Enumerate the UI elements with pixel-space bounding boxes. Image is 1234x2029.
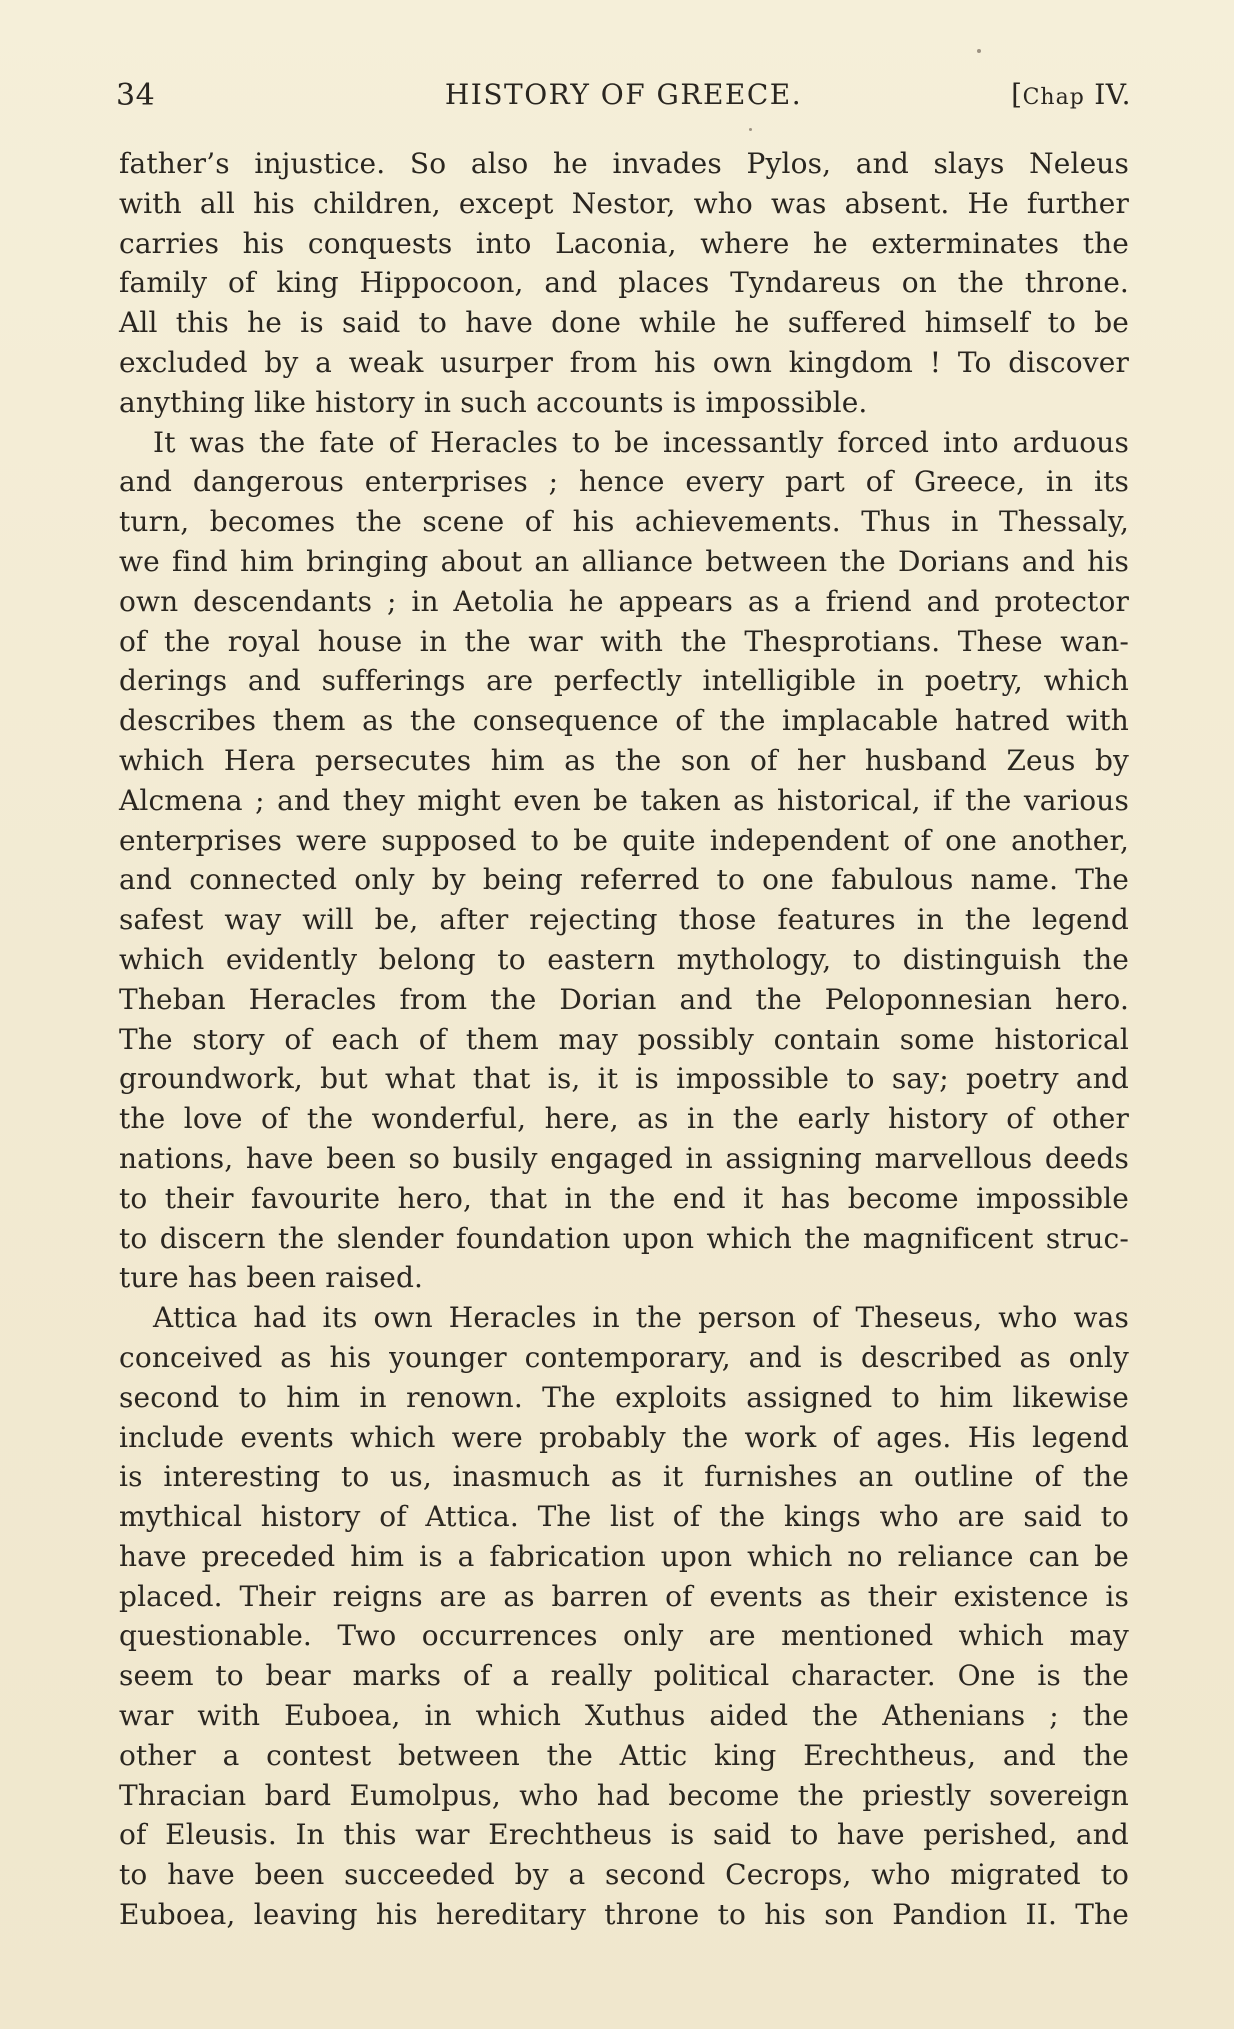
text-line: the love of the wonderful, here, as in the early history of other	[119, 1102, 1129, 1136]
text-line: Alcmena ; and they might even be taken as historical, if the various	[119, 783, 1129, 817]
text-line: Euboea, leaving his hereditary throne to his son Pandion II. The	[119, 1898, 1129, 1932]
text-line: questionable. Two occurrences only are mentioned which may	[119, 1619, 1129, 1653]
text-line: nations, have been so busily engaged in assigning marvellous deeds	[119, 1141, 1129, 1175]
text-line: and connected only by being referred to one fabulous name. The	[119, 863, 1129, 897]
text-line: to discern the slender foundation upon which the magnificent struc-	[119, 1221, 1129, 1255]
running-title: HISTORY OF GREECE.	[444, 78, 803, 111]
chapter-reference	[1011, 78, 1131, 111]
text-line: turn, becomes the scene of his achievements. Thus in Thessaly,	[119, 505, 1129, 539]
text-line: to their favourite hero, that in the end it has become impossible	[119, 1181, 1129, 1215]
text-line: anything like history in such accounts is impossible.	[119, 385, 868, 419]
text-line: mythical history of Attica. The list of the kings who are said to	[119, 1500, 1129, 1534]
text-line: second to him in renown. The exploits assigned to him likewise	[119, 1380, 1129, 1414]
text-line: which Hera persecutes him as the son of her husband Zeus by	[119, 743, 1129, 777]
text-line: which evidently belong to eastern mythology, to distinguish the	[119, 942, 1129, 976]
text-line: Thracian bard Eumolpus, who had become the priestly sovereign	[119, 1778, 1129, 1812]
text-line: family of king Hippocoon, and places Tyndareus on the throne.	[119, 266, 1129, 300]
text-line: other a contest between the Attic king Erechtheus, and the	[119, 1738, 1129, 1772]
text-line: groundwork, but what that is, it is impossible to say; poetry and	[119, 1062, 1129, 1096]
text-line: seem to bear marks of a really political character. One is the	[119, 1659, 1129, 1693]
text-line: include events which were probably the work of ages. His legend	[119, 1420, 1129, 1454]
text-line: is interesting to us, inasmuch as it furnishes an outline of the	[119, 1460, 1129, 1494]
text-line: ture has been raised.	[119, 1261, 424, 1295]
chapter-bracket: [	[1011, 78, 1023, 111]
text-line: we find him bringing about an alliance between the Dorians and his	[119, 544, 1129, 578]
text-line: The story of each of them may possibly contain some historical	[119, 1022, 1129, 1056]
text-line: derings and sufferings are perfectly intelligible in poetry, which	[119, 664, 1129, 698]
text-line: placed. Their reigns are as barren of events as their existence is	[119, 1579, 1129, 1613]
text-line: carries his conquests into Laconia, where he exterminates the	[119, 226, 1129, 260]
print-speck	[749, 128, 752, 131]
text-line: to have been succeeded by a second Cecrops, who migrated to	[119, 1858, 1129, 1892]
body-text	[119, 144, 1129, 1935]
text-line: conceived as his younger contemporary, and is described as only	[119, 1340, 1129, 1374]
text-line: describes them as the consequence of the implacable hatred with	[119, 704, 1129, 738]
text-line: of Eleusis. In this war Erechtheus is said to have perished, and	[119, 1818, 1129, 1852]
text-line: father’s injustice. So also he invades Pylos, and slays Neleus	[119, 147, 1129, 180]
chapter-label: Chap	[1022, 85, 1085, 110]
text-line: excluded by a weak usurper from his own kingdom ! To discover	[119, 345, 1129, 379]
chapter-number: IV.	[1094, 78, 1131, 111]
page-number: 34	[116, 78, 156, 113]
paragraph-first-line: It was the fate of Heracles to be incessantly forced into arduous	[153, 425, 1129, 459]
text-line: own descendants ; in Aetolia he appears as a friend and protector	[119, 584, 1129, 618]
text-line: safest way will be, after rejecting those features in the legend	[119, 903, 1129, 937]
text-line: war with Euboea, in which Xuthus aided the Athenians ; the	[119, 1699, 1129, 1733]
print-speck	[977, 49, 981, 53]
text-line: All this he is said to have done while he suffered himself to be	[119, 306, 1129, 340]
text-line: and dangerous enterprises ; hence every part of Greece, in its	[119, 465, 1129, 499]
text-line: enterprises were supposed to be quite independent of one another,	[119, 823, 1129, 857]
text-line: with all his children, except Nestor, who was absent. He further	[119, 186, 1129, 220]
text-line: of the royal house in the war with the Thesprotians. These wan-	[119, 624, 1129, 658]
running-header	[116, 78, 1131, 122]
text-line: Theban Heracles from the Dorian and the Peloponnesian hero.	[119, 982, 1129, 1016]
paragraph-first-line: Attica had its own Heracles in the person of Theseus, who was	[153, 1301, 1129, 1335]
text-line: have preceded him is a fabrication upon which no reliance can be	[119, 1539, 1129, 1573]
